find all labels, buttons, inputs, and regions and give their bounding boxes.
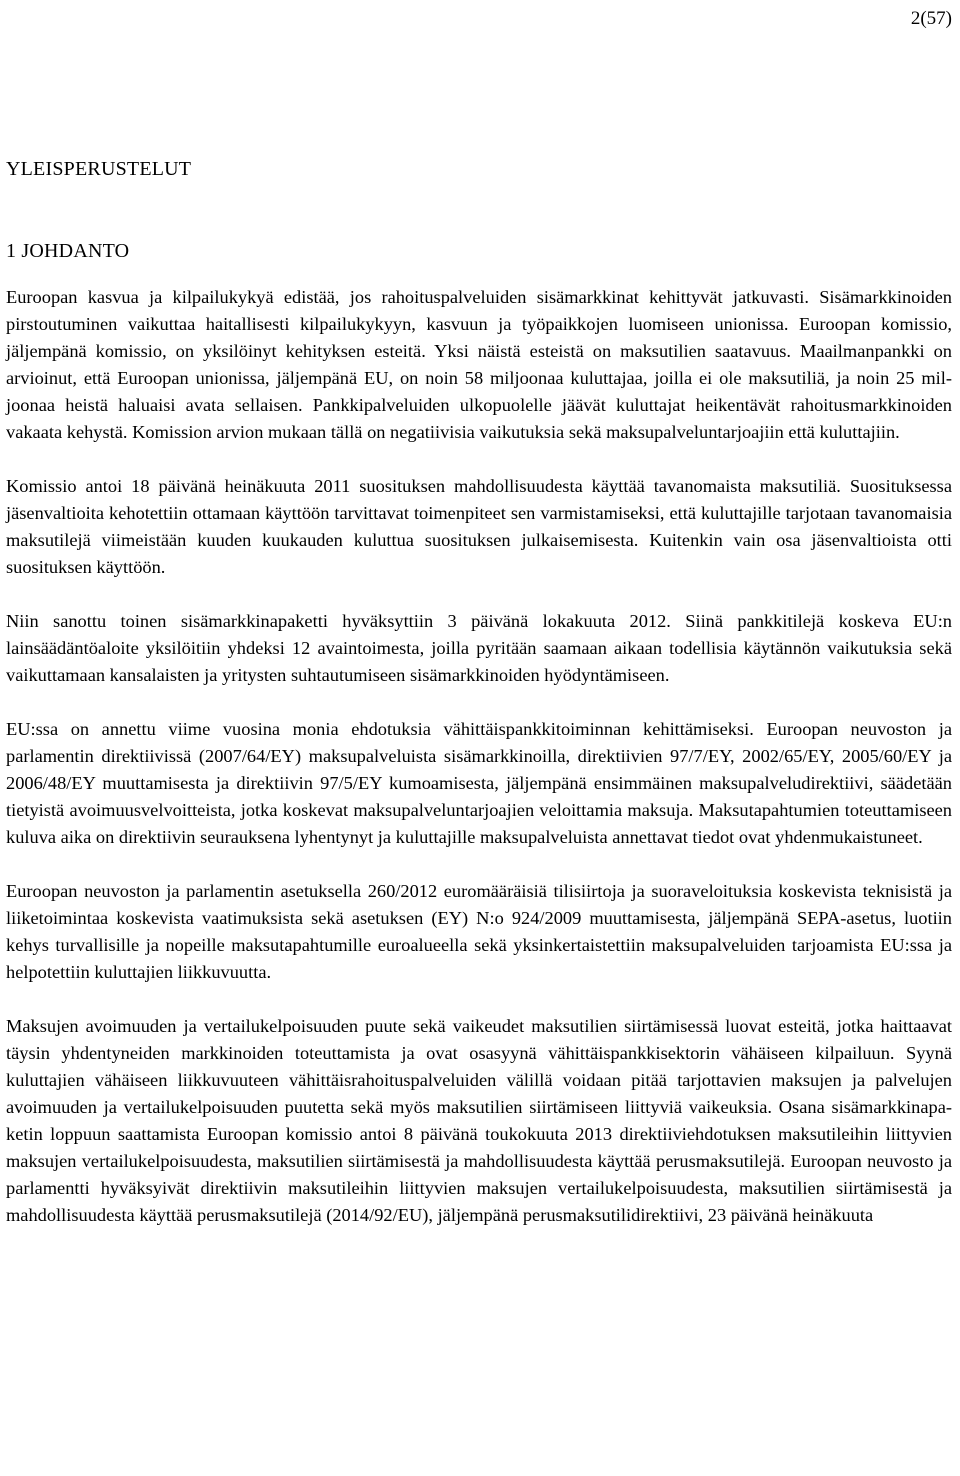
page-number: 2(57) — [910, 8, 952, 29]
paragraph-1: Euroopan kasvua ja kilpailukykyä edistää, jos rahoituspalveluiden sisämarkkinat kehittyvät jatkuvasti. Sisämarkkinoiden pirstoutuminen vaikuttaa haitallisesti kilpailukykyyn, kasvuun ja työpaikkojen luomiseen unionissa. Euroopan komissio, jäljempänä komissio, on yksilöinyt kehityksen esteitä. Yksi näistä esteistä on maksutilien saatavuus. Maailmanpankki on arvioinut, että Euroopan unionissa, jäljempänä EU, on noin 58 miljoonaa kuluttajaa, joilla ei ole maksutiliä, ja noin 25 miljoonaa heistä haluaisi avata sellaisen. Pankkipalveluiden ulkopuolelle jäävät kuluttajat heikentävät rahoitusmarkkinoiden vakaata kehystä. Komission arvion mukaan tällä on negatiivisia vaikutuksia sekä maksupalveluntarjoajiin että kuluttajiin. — [6, 287, 952, 442]
body-text — [6, 284, 952, 1256]
paragraph-2: Komissio antoi 18 päivänä heinäkuuta 2011 suosituksen mahdollisuudesta käyttää tavanomaista maksutiliä. Suosituksessa jäsenvaltioita kehotettiin ottamaan käyttöön tarvittavat toimenpiteet sen varmistamiseksi, että kuluttajille tarjotaan tavanomaisia maksutilejä viimeistään kuuden kuukauden kuluttua suosituksen julkaisemisesta. Kuitenkin vain osa jäsenvaltioista otti suosituksen käyttöön. — [6, 476, 952, 577]
paragraph-3: Niin sanottu toinen sisämarkkinapaketti hyväksyttiin 3 päivänä lokakuuta 2012. Siinä pankkitilejä koskeva EU:n lainsäädäntöaloite yksilöitiin yhdeksi 12 avaintoimesta, joilla pyritään saamaan aikaan todellisia käytännön vaikutuksia sekä vaikuttamaan kansalaisten ja yritysten suhtautumiseen sisämarkkinoiden hyödyntämiseen. — [6, 611, 952, 685]
paragraph-6: Maksujen avoimuuden ja vertailukelpoisuuden puute sekä vaikeudet maksutilien siirtämisessä luovat esteitä, jotka haittaavat täysin yhdentyneiden markkinoiden toteuttamista ja ovat osasyynä vähittäispankkisektorin vähäiseen kilpailuun. Syynä kuluttajien vähäiseen liikkuvuuteen vähittäisrahoituspalveluiden välillä voidaan pitää tarjottavien maksujen ja palvelujen avoimuuden ja vertailukelpoisuuden puutetta sekä myös maksutilien siirtämiseen liittyviä vaikeuksia. Osana sisämarkkinapaketin loppuun saattamista Euroopan komissio antoi 8 päivänä toukokuuta 2013 direktiiviehdotuksen maksutileihin liittyvien maksujen vertailukelpoisuudesta, maksutilien siirtämisestä ja mahdollisuudesta käyttää perusmaksutilejä. Euroopan neuvosto ja parlamentti hyväksyivät direktiivin maksutileihin liittyvien maksujen vertailukelpoisuudesta, maksutilien siirtämisestä ja mahdollisuudesta käyttää perusmaksutilejä (2014/92/EU), jäljempänä perusmaksutilidirektiivi, 23 päivänä heinäkuuta — [6, 1016, 952, 1225]
main-heading: YLEISPERUSTELUT — [6, 158, 192, 180]
paragraph-4: EU:ssa on annettu viime vuosina monia ehdotuksia vähittäispankkitoiminnan kehittämiseksi. Euroopan neuvoston ja parlamentin direktiivissä (2007/64/EY) maksupalveluista sisämarkkinoilla, direktiivien 97/7/EY, 2002/65/EY, 2005/60/EY ja 2006/48/EY muuttamisesta ja direktiivin 97/5/EY kumoamisesta, jäljempänä ensimmäinen maksupalveludirektiivi, säädetään tietyistä avoimuusvelvoitteista, jotka koskevat maksupalveluntarjoajien veloittamia maksuja. Maksutapahtumien toteuttamiseen kuluva aika on direktiivin seurauksena lyhentynyt ja kuluttajille maksupalveluista annettavat tiedot ovat yhdenmukaistuneet. — [6, 719, 952, 847]
paragraph-5: Euroopan neuvoston ja parlamentin asetuksella 260/2012 euromääräisiä tilisiirtoja ja suoraveloituksia koskevista teknisistä ja liiketoimintaa koskevista vaatimuksista sekä asetuksen (EY) N:o 924/2009 muuttamisesta, jäljempänä SEPA-asetus, luotiin kehys turvallisille ja nopeille maksutapahtumille euroalueella sekä yksinkertaistettiin maksupalveluiden tarjoamista EU:ssa ja helpotettiin kuluttajien liikkuvuutta. — [6, 881, 952, 982]
section-heading: 1 JOHDANTO — [6, 240, 130, 262]
